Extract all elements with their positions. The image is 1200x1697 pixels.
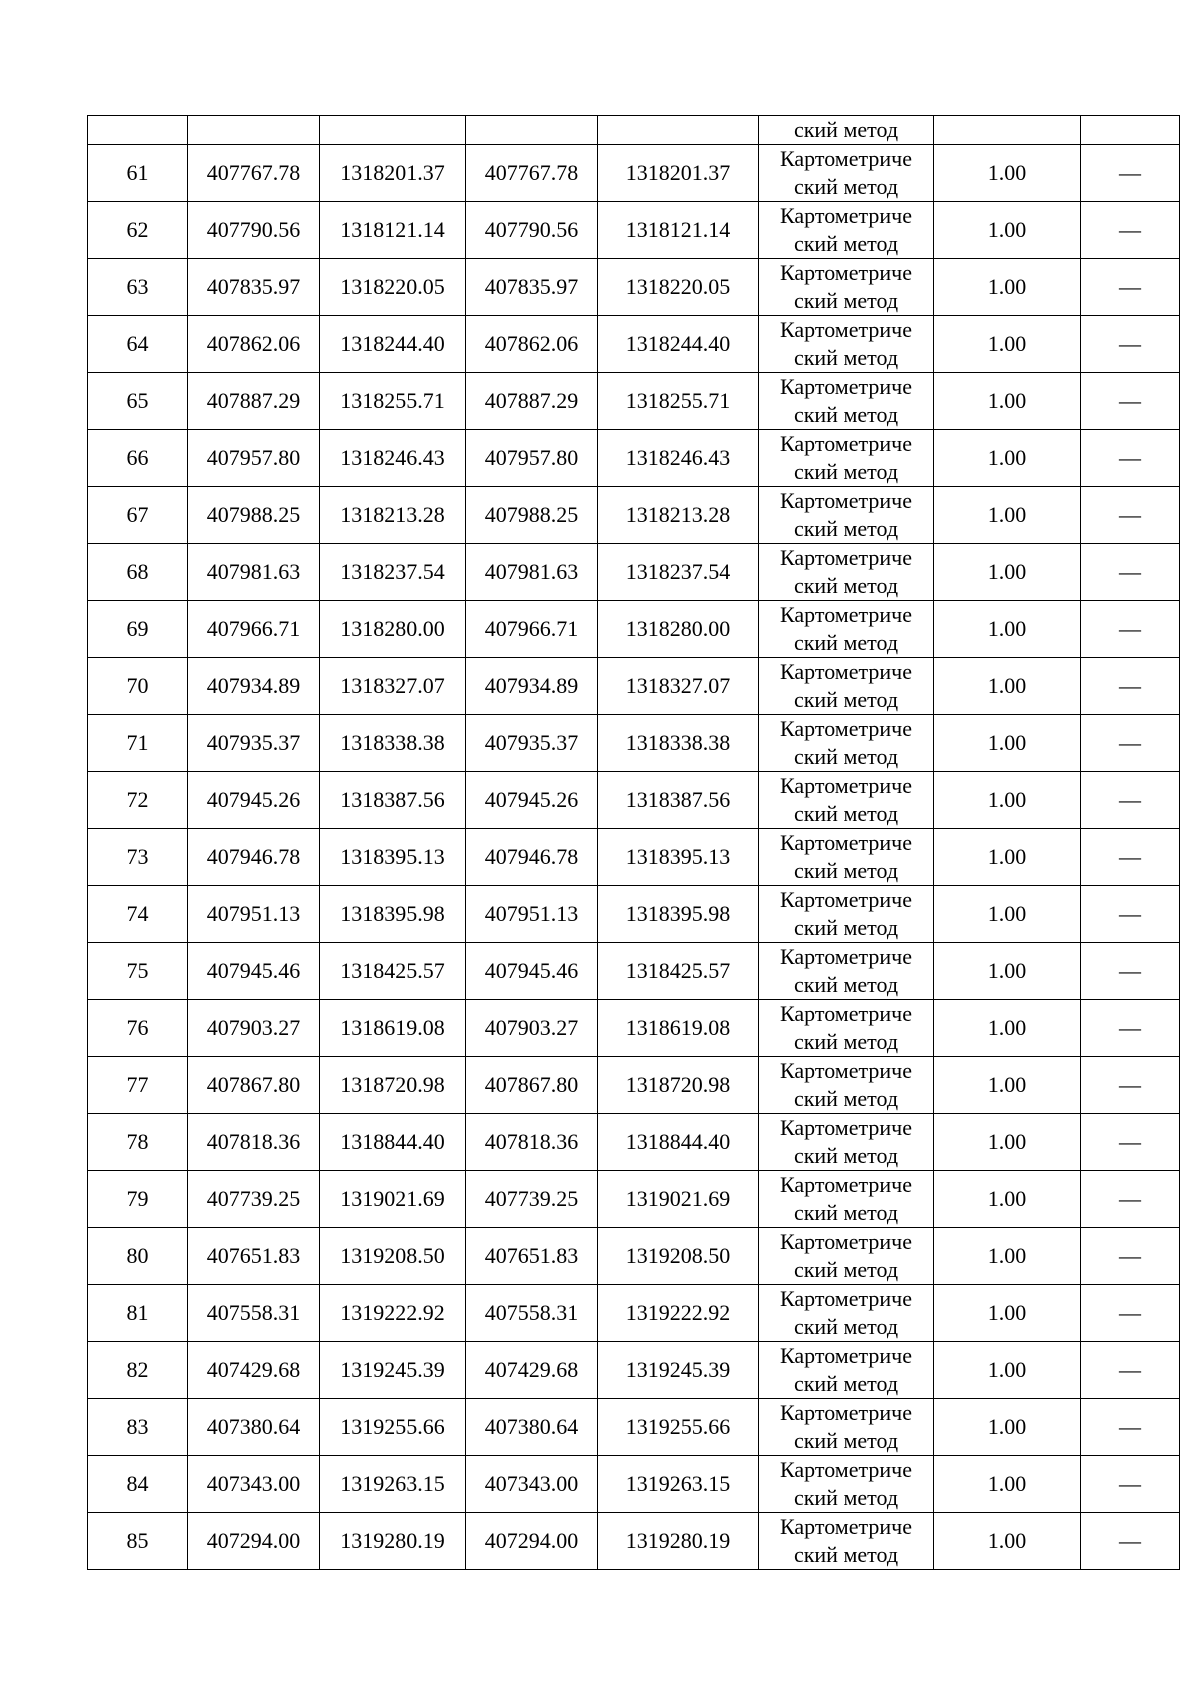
cell-y-existing: 1318220.05 bbox=[320, 259, 466, 316]
method-line-2: ский метод bbox=[793, 630, 899, 655]
method-line-1: Картометриче bbox=[780, 1286, 912, 1311]
cell-y-refined: 1318619.08 bbox=[598, 1000, 759, 1057]
method-line-2: ский метод bbox=[793, 1371, 899, 1396]
method-line-2: ский метод bbox=[793, 402, 899, 427]
cell-method bbox=[759, 658, 934, 715]
cell-accuracy: 1.00 bbox=[934, 1000, 1081, 1057]
cell-x-existing: 407835.97 bbox=[188, 259, 320, 316]
cell-x-refined: 407934.89 bbox=[466, 658, 598, 715]
cell-method bbox=[759, 886, 934, 943]
table-row bbox=[88, 829, 1180, 886]
cell-y-existing: 1318619.08 bbox=[320, 1000, 466, 1057]
cell-x-refined: 407294.00 bbox=[466, 1513, 598, 1570]
method-line-1: Картометриче bbox=[780, 431, 912, 456]
method-line-2: ский метод bbox=[793, 288, 899, 313]
cell-empty bbox=[320, 116, 466, 145]
cell-method bbox=[759, 316, 934, 373]
cell-accuracy: 1.00 bbox=[934, 202, 1081, 259]
cell-note: — bbox=[1081, 829, 1180, 886]
cell-empty bbox=[188, 116, 320, 145]
cell-method bbox=[759, 1228, 934, 1285]
cell-x-refined: 407739.25 bbox=[466, 1171, 598, 1228]
cell-note: — bbox=[1081, 1513, 1180, 1570]
cell-x-refined: 407887.29 bbox=[466, 373, 598, 430]
cell-method bbox=[759, 1057, 934, 1114]
cell-y-refined: 1319245.39 bbox=[598, 1342, 759, 1399]
method-line-1: Картометриче bbox=[780, 830, 912, 855]
cell-accuracy: 1.00 bbox=[934, 1285, 1081, 1342]
cell-accuracy: 1.00 bbox=[934, 1057, 1081, 1114]
cell-y-refined: 1318395.98 bbox=[598, 886, 759, 943]
cell-accuracy: 1.00 bbox=[934, 1171, 1081, 1228]
cell-y-refined: 1318246.43 bbox=[598, 430, 759, 487]
table-row bbox=[88, 1000, 1180, 1057]
table-row bbox=[88, 715, 1180, 772]
method-line-1: Картометриче bbox=[780, 260, 912, 285]
cell-empty bbox=[934, 116, 1081, 145]
cell-point-number: 82 bbox=[88, 1342, 188, 1399]
cell-y-refined: 1318213.28 bbox=[598, 487, 759, 544]
cell-method bbox=[759, 1513, 934, 1570]
cell-empty bbox=[1081, 116, 1180, 145]
cell-x-existing: 407558.31 bbox=[188, 1285, 320, 1342]
cell-point-number: 84 bbox=[88, 1456, 188, 1513]
cell-y-existing: 1318213.28 bbox=[320, 487, 466, 544]
cell-note: — bbox=[1081, 316, 1180, 373]
cell-y-existing: 1319208.50 bbox=[320, 1228, 466, 1285]
cell-note: — bbox=[1081, 145, 1180, 202]
cell-note: — bbox=[1081, 1000, 1180, 1057]
cell-y-existing: 1318237.54 bbox=[320, 544, 466, 601]
cell-x-existing: 407951.13 bbox=[188, 886, 320, 943]
cell-y-existing: 1319255.66 bbox=[320, 1399, 466, 1456]
cell-x-existing: 407429.68 bbox=[188, 1342, 320, 1399]
cell-point-number: 64 bbox=[88, 316, 188, 373]
cell-x-refined: 407558.31 bbox=[466, 1285, 598, 1342]
cell-point-number: 78 bbox=[88, 1114, 188, 1171]
cell-y-refined: 1318244.40 bbox=[598, 316, 759, 373]
cell-x-existing: 407739.25 bbox=[188, 1171, 320, 1228]
table-row bbox=[88, 316, 1180, 373]
cell-note: — bbox=[1081, 259, 1180, 316]
method-line-1: Картометриче bbox=[780, 146, 912, 171]
cell-x-existing: 407862.06 bbox=[188, 316, 320, 373]
cell-y-existing: 1318121.14 bbox=[320, 202, 466, 259]
cell-y-existing: 1319245.39 bbox=[320, 1342, 466, 1399]
cell-point-number: 75 bbox=[88, 943, 188, 1000]
cell-y-refined: 1318280.00 bbox=[598, 601, 759, 658]
cell-x-existing: 407867.80 bbox=[188, 1057, 320, 1114]
cell-x-refined: 407818.36 bbox=[466, 1114, 598, 1171]
cell-x-refined: 407429.68 bbox=[466, 1342, 598, 1399]
cell-y-refined: 1318338.38 bbox=[598, 715, 759, 772]
method-line-2: ский метод bbox=[793, 1029, 899, 1054]
cell-method-continuation: ский метод bbox=[759, 116, 934, 145]
cell-method bbox=[759, 772, 934, 829]
method-line-1: Картометриче bbox=[780, 488, 912, 513]
cell-x-existing: 407818.36 bbox=[188, 1114, 320, 1171]
cell-y-refined: 1318395.13 bbox=[598, 829, 759, 886]
cell-empty bbox=[466, 116, 598, 145]
cell-point-number: 72 bbox=[88, 772, 188, 829]
method-line-1: Картометриче bbox=[780, 944, 912, 969]
cell-method bbox=[759, 430, 934, 487]
cell-point-number: 68 bbox=[88, 544, 188, 601]
cell-x-existing: 407945.46 bbox=[188, 943, 320, 1000]
method-line-1: Картометриче bbox=[780, 602, 912, 627]
cell-accuracy: 1.00 bbox=[934, 1114, 1081, 1171]
cell-x-existing: 407966.71 bbox=[188, 601, 320, 658]
table-row bbox=[88, 658, 1180, 715]
method-line-2: ский метод bbox=[793, 459, 899, 484]
cell-empty bbox=[88, 116, 188, 145]
cell-x-refined: 407867.80 bbox=[466, 1057, 598, 1114]
method-line-2: ский метод bbox=[793, 1086, 899, 1111]
cell-note: — bbox=[1081, 1114, 1180, 1171]
cell-y-existing: 1318425.57 bbox=[320, 943, 466, 1000]
cell-point-number: 71 bbox=[88, 715, 188, 772]
cell-accuracy: 1.00 bbox=[934, 1513, 1081, 1570]
cell-note: — bbox=[1081, 1171, 1180, 1228]
method-line-1: Картометриче bbox=[780, 887, 912, 912]
cell-method bbox=[759, 1114, 934, 1171]
cell-y-refined: 1318201.37 bbox=[598, 145, 759, 202]
cell-y-refined: 1318255.71 bbox=[598, 373, 759, 430]
cell-accuracy: 1.00 bbox=[934, 943, 1081, 1000]
table-row bbox=[88, 1228, 1180, 1285]
table-row bbox=[88, 1171, 1180, 1228]
cell-accuracy: 1.00 bbox=[934, 1399, 1081, 1456]
cell-note: — bbox=[1081, 544, 1180, 601]
cell-x-refined: 407767.78 bbox=[466, 145, 598, 202]
cell-x-refined: 407945.46 bbox=[466, 943, 598, 1000]
cell-y-refined: 1318237.54 bbox=[598, 544, 759, 601]
cell-point-number: 80 bbox=[88, 1228, 188, 1285]
method-line-1: Картометриче bbox=[780, 659, 912, 684]
cell-method bbox=[759, 1000, 934, 1057]
method-line-2: ский метод bbox=[793, 231, 899, 256]
cell-accuracy: 1.00 bbox=[934, 430, 1081, 487]
continuation-row bbox=[88, 116, 1180, 145]
cell-x-refined: 407957.80 bbox=[466, 430, 598, 487]
cell-y-refined: 1319255.66 bbox=[598, 1399, 759, 1456]
cell-x-existing: 407988.25 bbox=[188, 487, 320, 544]
cell-accuracy: 1.00 bbox=[934, 886, 1081, 943]
cell-y-existing: 1319280.19 bbox=[320, 1513, 466, 1570]
method-line-2: ский метод bbox=[793, 1428, 899, 1453]
cell-note: — bbox=[1081, 1228, 1180, 1285]
cell-accuracy: 1.00 bbox=[934, 1456, 1081, 1513]
cell-y-refined: 1318220.05 bbox=[598, 259, 759, 316]
method-line-1: Картометриче bbox=[780, 1400, 912, 1425]
method-line-2: ский метод bbox=[793, 174, 899, 199]
cell-point-number: 67 bbox=[88, 487, 188, 544]
cell-x-existing: 407790.56 bbox=[188, 202, 320, 259]
cell-note: — bbox=[1081, 1057, 1180, 1114]
method-line-2: ский метод bbox=[793, 1485, 899, 1510]
table-row bbox=[88, 202, 1180, 259]
cell-note: — bbox=[1081, 715, 1180, 772]
cell-method bbox=[759, 715, 934, 772]
cell-y-existing: 1318395.98 bbox=[320, 886, 466, 943]
cell-y-refined: 1319263.15 bbox=[598, 1456, 759, 1513]
cell-x-existing: 407945.26 bbox=[188, 772, 320, 829]
cell-accuracy: 1.00 bbox=[934, 829, 1081, 886]
cell-accuracy: 1.00 bbox=[934, 1228, 1081, 1285]
cell-point-number: 61 bbox=[88, 145, 188, 202]
cell-y-existing: 1319021.69 bbox=[320, 1171, 466, 1228]
coordinates-table bbox=[87, 115, 1180, 1570]
method-line-1: Картометриче bbox=[780, 1172, 912, 1197]
cell-y-existing: 1318201.37 bbox=[320, 145, 466, 202]
cell-y-existing: 1319222.92 bbox=[320, 1285, 466, 1342]
cell-point-number: 62 bbox=[88, 202, 188, 259]
cell-x-refined: 407945.26 bbox=[466, 772, 598, 829]
cell-method bbox=[759, 145, 934, 202]
cell-x-existing: 407957.80 bbox=[188, 430, 320, 487]
cell-y-refined: 1319021.69 bbox=[598, 1171, 759, 1228]
method-line-2: ский метод bbox=[793, 573, 899, 598]
table-row bbox=[88, 1399, 1180, 1456]
cell-x-refined: 407981.63 bbox=[466, 544, 598, 601]
cell-note: — bbox=[1081, 1285, 1180, 1342]
method-line-1: Картометриче bbox=[780, 1058, 912, 1083]
cell-point-number: 76 bbox=[88, 1000, 188, 1057]
cell-x-existing: 407767.78 bbox=[188, 145, 320, 202]
cell-empty bbox=[598, 116, 759, 145]
method-line-1: Картометриче bbox=[780, 1229, 912, 1254]
cell-point-number: 74 bbox=[88, 886, 188, 943]
cell-x-refined: 407935.37 bbox=[466, 715, 598, 772]
cell-y-existing: 1318395.13 bbox=[320, 829, 466, 886]
method-line-1: Картометриче bbox=[780, 203, 912, 228]
method-line-2: ский метод bbox=[793, 687, 899, 712]
cell-x-existing: 407343.00 bbox=[188, 1456, 320, 1513]
cell-y-refined: 1319280.19 bbox=[598, 1513, 759, 1570]
cell-note: — bbox=[1081, 772, 1180, 829]
cell-note: — bbox=[1081, 1399, 1180, 1456]
cell-x-existing: 407380.64 bbox=[188, 1399, 320, 1456]
cell-accuracy: 1.00 bbox=[934, 259, 1081, 316]
cell-point-number: 66 bbox=[88, 430, 188, 487]
cell-accuracy: 1.00 bbox=[934, 772, 1081, 829]
cell-point-number: 70 bbox=[88, 658, 188, 715]
cell-y-refined: 1318121.14 bbox=[598, 202, 759, 259]
cell-accuracy: 1.00 bbox=[934, 316, 1081, 373]
cell-note: — bbox=[1081, 658, 1180, 715]
cell-note: — bbox=[1081, 430, 1180, 487]
cell-x-refined: 407862.06 bbox=[466, 316, 598, 373]
cell-note: — bbox=[1081, 886, 1180, 943]
cell-y-refined: 1318844.40 bbox=[598, 1114, 759, 1171]
cell-method bbox=[759, 544, 934, 601]
cell-x-existing: 407946.78 bbox=[188, 829, 320, 886]
method-line-2: ский метод bbox=[793, 915, 899, 940]
cell-note: — bbox=[1081, 1342, 1180, 1399]
cell-method bbox=[759, 259, 934, 316]
cell-y-existing: 1318246.43 bbox=[320, 430, 466, 487]
cell-y-refined: 1318387.56 bbox=[598, 772, 759, 829]
table-row bbox=[88, 1513, 1180, 1570]
method-line-1: Картометриче bbox=[780, 1457, 912, 1482]
method-line-2: ский метод bbox=[793, 516, 899, 541]
cell-note: — bbox=[1081, 487, 1180, 544]
cell-method bbox=[759, 202, 934, 259]
table-row bbox=[88, 1456, 1180, 1513]
cell-x-existing: 407651.83 bbox=[188, 1228, 320, 1285]
cell-accuracy: 1.00 bbox=[934, 658, 1081, 715]
cell-x-existing: 407903.27 bbox=[188, 1000, 320, 1057]
method-line-1: Картометриче bbox=[780, 773, 912, 798]
method-line-2: ский метод bbox=[793, 972, 899, 997]
table-row bbox=[88, 1057, 1180, 1114]
method-line-2: ский метод bbox=[793, 744, 899, 769]
cell-x-refined: 407651.83 bbox=[466, 1228, 598, 1285]
table-body bbox=[88, 116, 1180, 1570]
cell-method bbox=[759, 1285, 934, 1342]
cell-y-existing: 1318338.38 bbox=[320, 715, 466, 772]
cell-x-existing: 407887.29 bbox=[188, 373, 320, 430]
method-line-2: ский метод bbox=[793, 345, 899, 370]
table-row bbox=[88, 1342, 1180, 1399]
cell-x-refined: 407835.97 bbox=[466, 259, 598, 316]
cell-x-existing: 407294.00 bbox=[188, 1513, 320, 1570]
cell-y-existing: 1318327.07 bbox=[320, 658, 466, 715]
table-row bbox=[88, 259, 1180, 316]
cell-accuracy: 1.00 bbox=[934, 1342, 1081, 1399]
cell-y-existing: 1318244.40 bbox=[320, 316, 466, 373]
cell-point-number: 79 bbox=[88, 1171, 188, 1228]
cell-x-refined: 407951.13 bbox=[466, 886, 598, 943]
cell-accuracy: 1.00 bbox=[934, 601, 1081, 658]
method-line-2: ский метод bbox=[793, 1542, 899, 1567]
cell-x-refined: 407343.00 bbox=[466, 1456, 598, 1513]
cell-x-refined: 407380.64 bbox=[466, 1399, 598, 1456]
cell-point-number: 69 bbox=[88, 601, 188, 658]
cell-point-number: 73 bbox=[88, 829, 188, 886]
method-line-1: Картометриче bbox=[780, 1115, 912, 1140]
cell-y-existing: 1318255.71 bbox=[320, 373, 466, 430]
table-row bbox=[88, 886, 1180, 943]
cell-note: — bbox=[1081, 373, 1180, 430]
table-row bbox=[88, 943, 1180, 1000]
cell-method bbox=[759, 487, 934, 544]
cell-accuracy: 1.00 bbox=[934, 715, 1081, 772]
table-row bbox=[88, 1285, 1180, 1342]
cell-method bbox=[759, 1171, 934, 1228]
table-row bbox=[88, 145, 1180, 202]
table-row bbox=[88, 772, 1180, 829]
cell-x-refined: 407790.56 bbox=[466, 202, 598, 259]
table-row bbox=[88, 1114, 1180, 1171]
cell-y-existing: 1318387.56 bbox=[320, 772, 466, 829]
table-row bbox=[88, 487, 1180, 544]
method-line-2: ский метод bbox=[793, 1314, 899, 1339]
method-line-1: Картометриче bbox=[780, 545, 912, 570]
cell-point-number: 85 bbox=[88, 1513, 188, 1570]
cell-y-refined: 1318720.98 bbox=[598, 1057, 759, 1114]
cell-method bbox=[759, 829, 934, 886]
cell-method bbox=[759, 1342, 934, 1399]
method-line-1: Картометриче bbox=[780, 716, 912, 741]
cell-accuracy: 1.00 bbox=[934, 373, 1081, 430]
cell-y-refined: 1318425.57 bbox=[598, 943, 759, 1000]
cell-point-number: 81 bbox=[88, 1285, 188, 1342]
method-line-1: Картометриче bbox=[780, 1343, 912, 1368]
cell-y-existing: 1318844.40 bbox=[320, 1114, 466, 1171]
table-row bbox=[88, 373, 1180, 430]
method-line-2: ский метод bbox=[793, 801, 899, 826]
cell-y-existing: 1318280.00 bbox=[320, 601, 466, 658]
table-row bbox=[88, 601, 1180, 658]
method-line-2: ский метод bbox=[793, 1200, 899, 1225]
cell-y-refined: 1319208.50 bbox=[598, 1228, 759, 1285]
cell-note: — bbox=[1081, 943, 1180, 1000]
method-line-1: Картометриче bbox=[780, 317, 912, 342]
method-line-2: ский метод bbox=[793, 858, 899, 883]
cell-x-existing: 407935.37 bbox=[188, 715, 320, 772]
cell-point-number: 83 bbox=[88, 1399, 188, 1456]
cell-x-existing: 407934.89 bbox=[188, 658, 320, 715]
cell-x-refined: 407946.78 bbox=[466, 829, 598, 886]
cell-method bbox=[759, 1456, 934, 1513]
cell-note: — bbox=[1081, 601, 1180, 658]
cell-y-existing: 1319263.15 bbox=[320, 1456, 466, 1513]
cell-note: — bbox=[1081, 202, 1180, 259]
cell-x-existing: 407981.63 bbox=[188, 544, 320, 601]
cell-accuracy: 1.00 bbox=[934, 544, 1081, 601]
cell-x-refined: 407988.25 bbox=[466, 487, 598, 544]
method-line-1: Картометриче bbox=[780, 1001, 912, 1026]
cell-method bbox=[759, 943, 934, 1000]
cell-point-number: 77 bbox=[88, 1057, 188, 1114]
cell-y-existing: 1318720.98 bbox=[320, 1057, 466, 1114]
cell-note: — bbox=[1081, 1456, 1180, 1513]
cell-y-refined: 1319222.92 bbox=[598, 1285, 759, 1342]
table-row bbox=[88, 430, 1180, 487]
method-line-2: ский метод bbox=[793, 1143, 899, 1168]
method-line-1: Картометриче bbox=[780, 374, 912, 399]
cell-x-refined: 407966.71 bbox=[466, 601, 598, 658]
table-row bbox=[88, 544, 1180, 601]
cell-method bbox=[759, 601, 934, 658]
cell-accuracy: 1.00 bbox=[934, 487, 1081, 544]
method-line-1: Картометриче bbox=[780, 1514, 912, 1539]
cell-point-number: 63 bbox=[88, 259, 188, 316]
cell-method bbox=[759, 1399, 934, 1456]
method-line-2: ский метод bbox=[793, 1257, 899, 1282]
cell-y-refined: 1318327.07 bbox=[598, 658, 759, 715]
cell-accuracy: 1.00 bbox=[934, 145, 1081, 202]
cell-x-refined: 407903.27 bbox=[466, 1000, 598, 1057]
cell-method bbox=[759, 373, 934, 430]
cell-point-number: 65 bbox=[88, 373, 188, 430]
